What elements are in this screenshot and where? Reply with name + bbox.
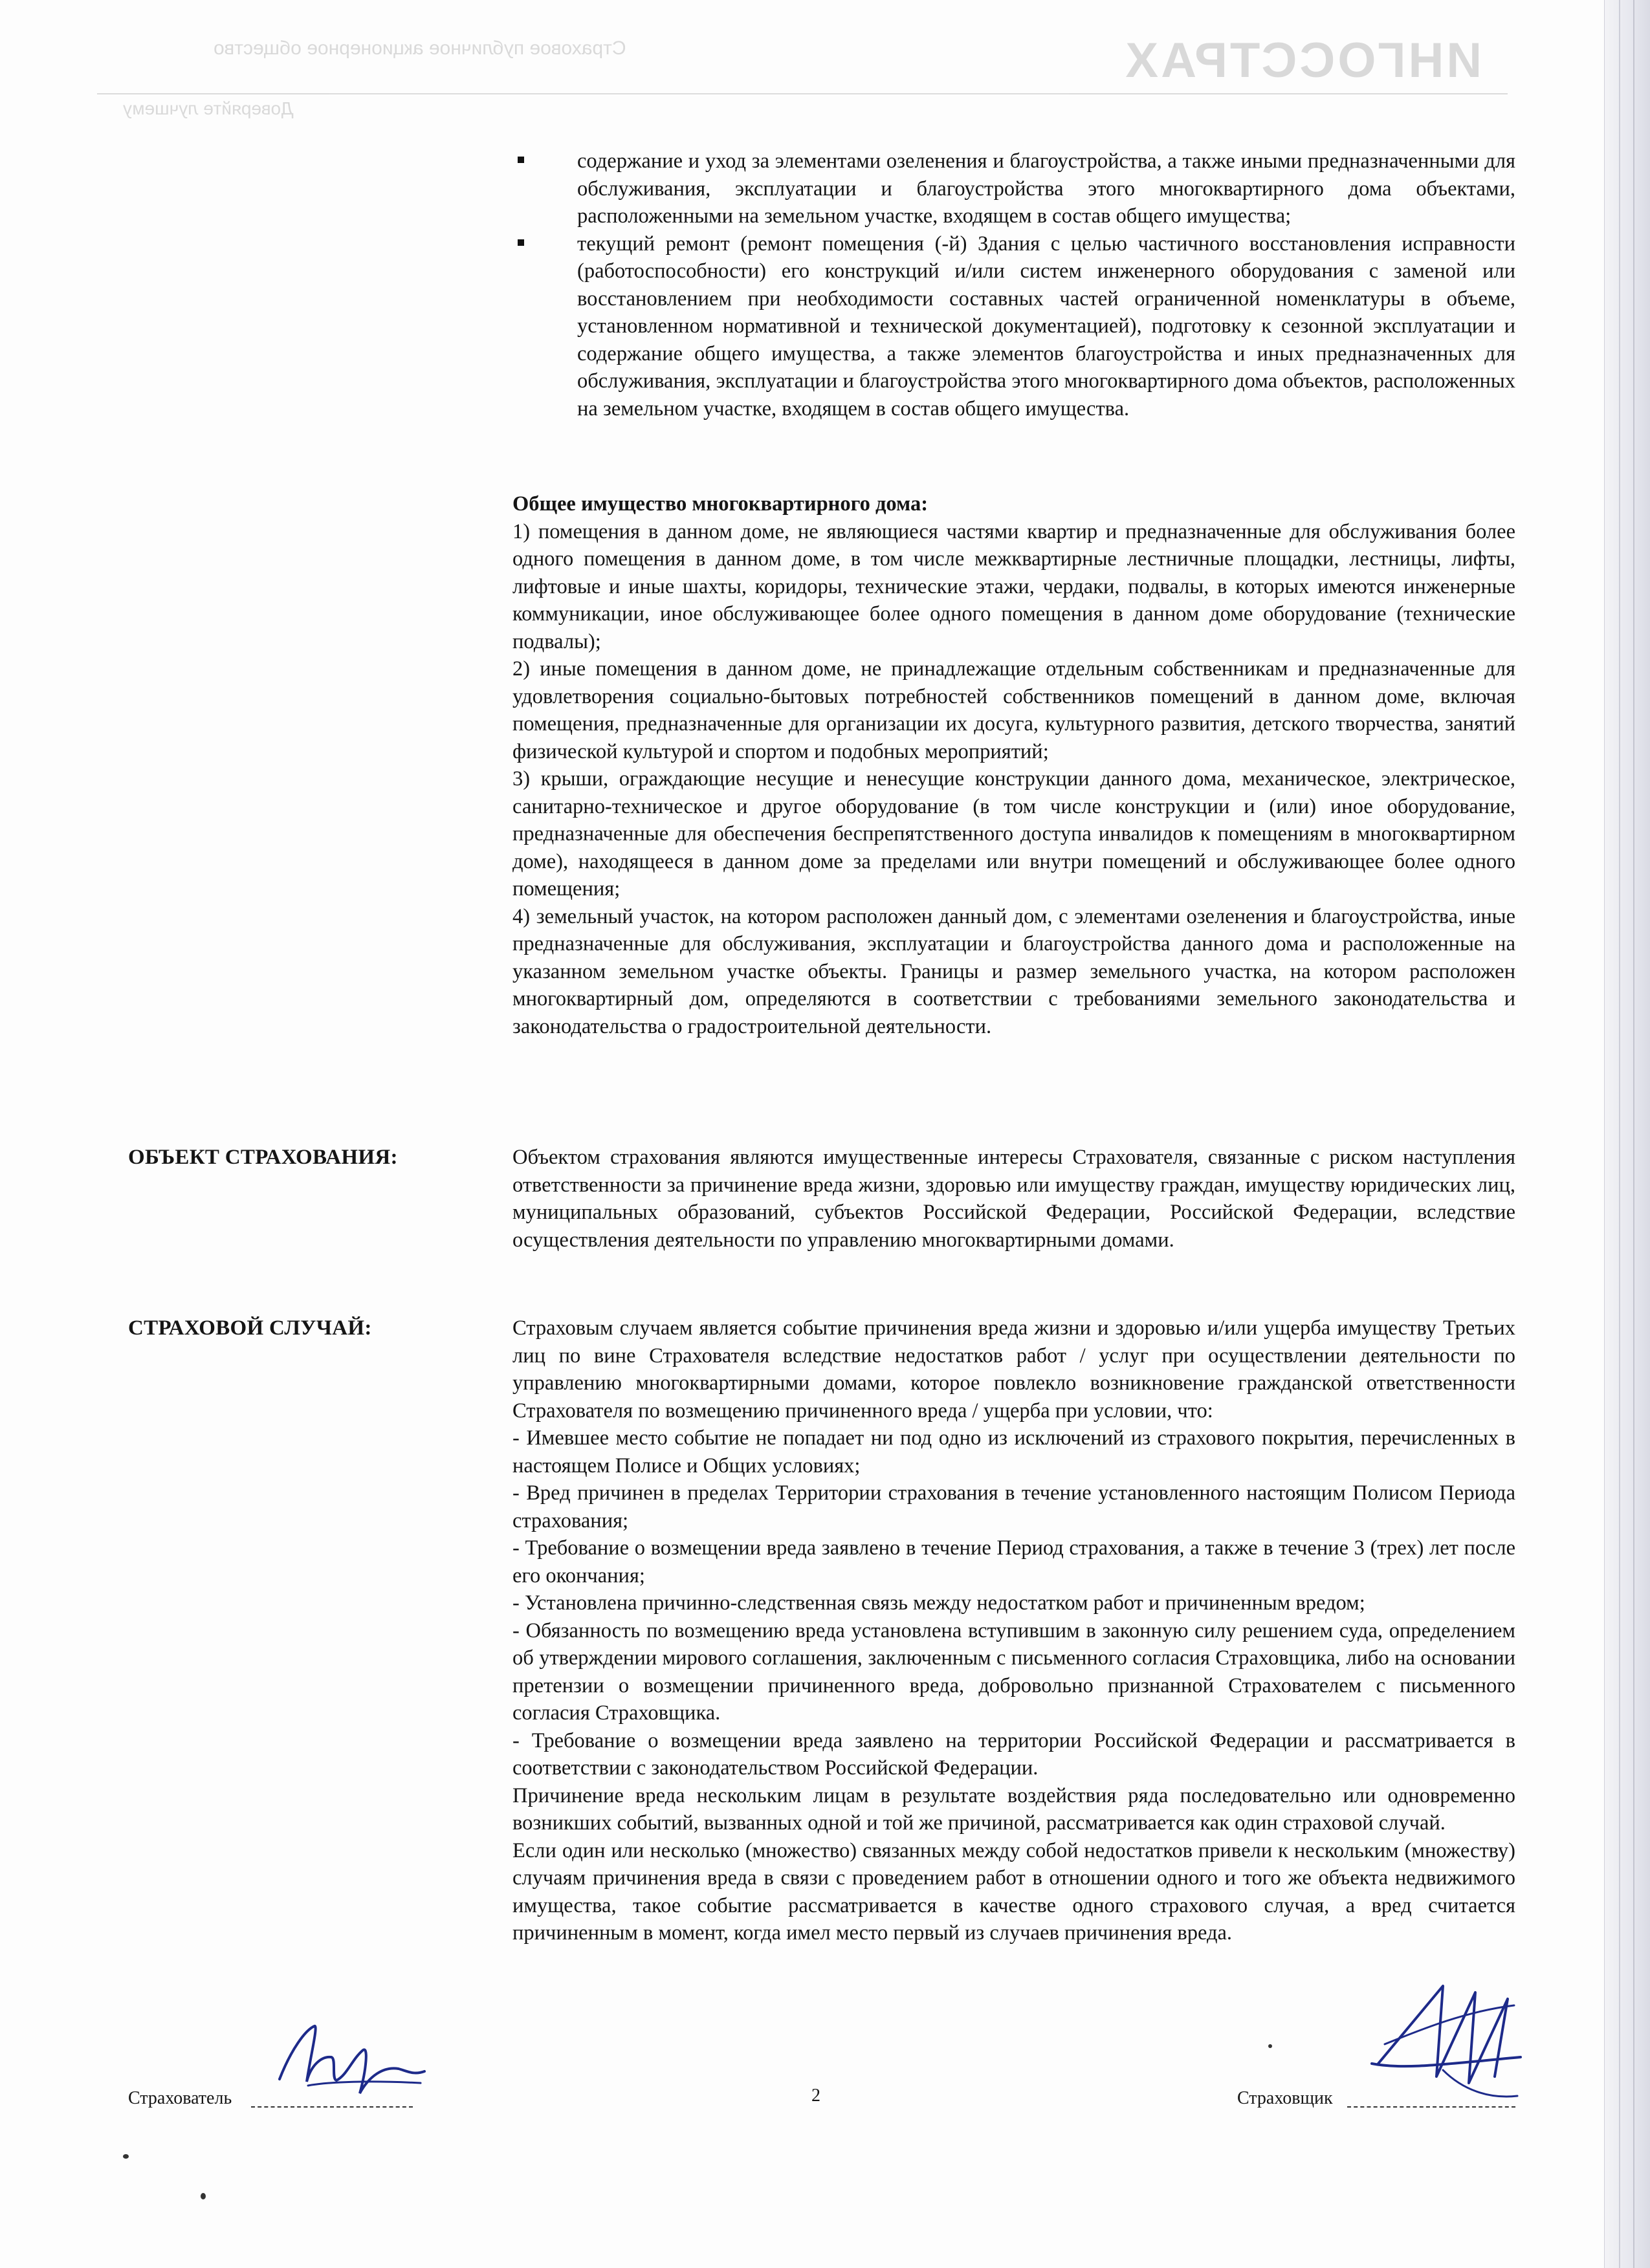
bullet-text: содержание и уход за элементами озеленения и благоустройства, а также иными предназначенными для обслуживания, эксплуатации и благоустройства этого многоквартирного дома объектами, расположенными на земельном участке, входящем в состав общего имущества; bbox=[577, 149, 1515, 228]
service-bullet-list bbox=[512, 147, 1515, 422]
case-condition: - Вред причинен в пределах Территории страхования в течение установленного настоящим Полисом Периода страхования; bbox=[512, 1481, 1515, 1532]
scan-speck bbox=[123, 2154, 129, 2159]
scan-speck bbox=[1268, 2044, 1272, 2048]
policyholder-signature-line bbox=[251, 2106, 413, 2108]
square-bullet-icon bbox=[518, 239, 524, 246]
insurer-signature-label: Страховщик bbox=[1237, 2088, 1333, 2108]
common-property-heading: Общее имущество многоквартирного дома: bbox=[512, 492, 929, 516]
policyholder-signature bbox=[272, 2017, 427, 2101]
bleed-through-tagline: Доверяйте лучшему bbox=[123, 98, 294, 118]
insurer-signature bbox=[1365, 1967, 1527, 2109]
object-section-label: ОБЪЕКТ СТРАХОВАНИЯ: bbox=[128, 1146, 398, 1169]
square-bullet-icon bbox=[518, 157, 524, 163]
common-property-item: 4) земельный участок, на котором расположен данный дом, с элементами озеленения и благоустройства, иные предназначенные для обслуживания, эксплуатации и благоустройства данного дома и расположенные на указанном земельном участке объекты. Границы и размер земельного участка, на котором расположен многоквартирный дом, определяются в соответствии с требованиями земельного законодательства и законодательства о градостроительной деятельности. bbox=[512, 904, 1515, 1038]
common-property-section bbox=[512, 490, 1515, 1040]
common-property-item: 3) крыши, ограждающие несущие и ненесущие конструкции данного дома, механическое, электрическое, санитарно-техническое и другое оборудование (в том числе конструкции и (или) иное оборудование, предназначенные для обеспечения беспрепятственного доступа инвалидов к помещениям в многоквартирном доме), находящееся в данном доме за пределами или внутри помещений и обслуживающее более одного помещения; bbox=[512, 767, 1515, 900]
bullet-text: текущий ремонт (ремонт помещения (-й) Здания с целью частичного восстановления исправности (работоспособности) его конструкций и/или систем инженерного оборудования с заменой или восстановлением при необходимости составных частей ограниченной номенклатуры в объеме, установленном нормативной и технической документацией), подготовку к сезонной эксплуатации и содержание общего имущества, а также элементов благоустройства и иных предназначенных для обслуживания, эксплуатации и благоустройства этого многоквартирного дома объектов, расположенных на земельном участке, входящем в состав общего имущества. bbox=[577, 232, 1515, 420]
case-condition: - Требование о возмещении вреда заявлено в течение Период страхования, а также в течение 3 (трех) лет после его окончания; bbox=[512, 1536, 1515, 1587]
bullet-item bbox=[512, 230, 1515, 423]
case-condition: - Имевшее место событие не попадает ни под одно из исключений из страхового покрытия, перечисленных в настоящем Полисе и Общих условиях; bbox=[512, 1426, 1515, 1477]
bleed-through-company-text: Страховое публичное акционерное общество bbox=[214, 38, 626, 59]
common-property-item: 2) иные помещения в данном доме, не принадлежащие отдельным собственникам и предназначенные для удовлетворения социально-бытовых потребностей собственников помещений в данном доме, включая помещения, предназначенные для организации их досуга, культурного развития, детского творчества, занятий физической культурой и спортом и подобных мероприятий; bbox=[512, 657, 1515, 763]
case-section-text bbox=[512, 1314, 1515, 1947]
case-condition: - Требование о возмещении вреда заявлено на территории Российской Федерации и рассматривается в соответствии с законодательством Российской Федерации. bbox=[512, 1728, 1515, 1780]
case-paragraph: Страховым случаем является событие причинения вреда жизни и здоровью и/или ущерба имуществу Третьих лиц по вине Страхователя вследствие недостатков работ / услуг при осуществлении деятельности по управлению многоквартирными домами, которое повлекло возникновение гражданской ответственности Страхователя по возмещению причиненного вреда / ущерба при условии, что: bbox=[512, 1316, 1515, 1423]
scan-speck bbox=[201, 2193, 206, 2199]
common-property-item: 1) помещения в данном доме, не являющиеся частями квартир и предназначенные для обслуживания более одного помещения в данном доме, в том числе межквартирные лестничные площадки, лестницы, лифты, лифтовые и иные шахты, коридоры, технические этажи, чердаки, подвалы, в которых имеются инженерные коммуникации, иное обслуживающее более одного помещения в данном доме оборудование (технические подвалы); bbox=[512, 519, 1515, 653]
case-paragraph: Если один или несколько (множество) связанных между собой недостатков привели к нескольким (множеству) случаям причинения вреда в связи с проведением работ в отношении одного и того же объекта недвижимого имущества, такое событие рассматривается в качестве одного страхового случая, а вред считается причиненным в момент, когда имел место первый из случаев причинения вреда. bbox=[512, 1838, 1515, 1945]
case-condition: - Установлена причинно-следственная связь между недостатком работ и причиненным вредом; bbox=[512, 1591, 1365, 1615]
case-condition: - Обязанность по возмещению вреда установлена вступившим в законную силу решением суда, определением об утверждении мирового соглашения, заключенным с письменного согласия Страховщика, либо на основании претензии о возмещении причиненного вреда, добровольно признанной Страхователем с письменного согласия Страховщика. bbox=[512, 1619, 1515, 1725]
case-section-label: СТРАХОВОЙ СЛУЧАЙ: bbox=[128, 1316, 372, 1340]
bullet-item bbox=[512, 147, 1515, 230]
page-number: 2 bbox=[811, 2086, 820, 2106]
object-section-text bbox=[512, 1144, 1515, 1254]
object-paragraph: Объектом страхования являются имущественные интересы Страхователя, связанные с риском наступления ответственности за причинение вреда жизни, здоровью или имуществу граждан, имуществу юридических лиц, муниципальных образований, субъектов Российской Федерации, Российской Федерации, вследствие осуществления деятельности по управлению многоквартирными домами. bbox=[512, 1146, 1515, 1252]
case-paragraph: Причинение вреда нескольким лицам в результате воздействия ряда последовательно или одновременно возникших событий, вызванных одной и той же причиной, рассматривается как один страховой случай. bbox=[512, 1783, 1515, 1835]
policyholder-signature-label: Страхователь bbox=[128, 2088, 232, 2108]
bleed-through-logo-mark: ИНГОССТРАХ bbox=[1123, 33, 1482, 88]
